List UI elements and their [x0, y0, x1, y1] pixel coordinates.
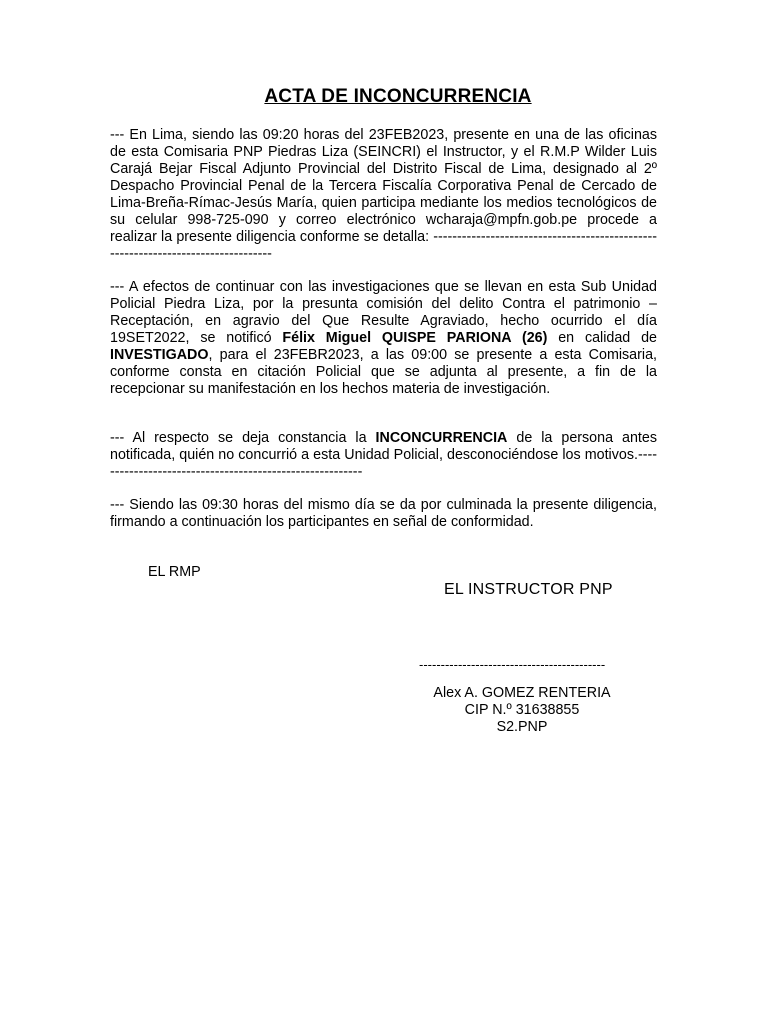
- paragraph-closing: [110, 497, 657, 531]
- paragraph-opening-text: --- En Lima, siendo las 09:20 horas del 23FEB2023, presente en una de las oficinas de esta Comisaria PNP Piedras Liza (SEINCRI) el Instructor, y el R.M.P Wilder Luis Carajá Bejar Fiscal Adjunto Provincial del Distrito Fiscal de Lima, designado al 2º Despacho Provincial Penal de la Tercera Fiscalía Corporativa Penal de Cercado de Lima-Breña-Rímac-Jesús María, quien participa mediante los medios tecnológicos de su celular 998-725-090 y correo electrónico wcharaja@mpfn.gob.pe procede a realizar la presente diligencia conforme se detalla: ---------------------------------------------------------------------------------: [110, 127, 657, 262]
- paragraph-background-text-c: en calidad de: [547, 330, 657, 346]
- investigated-person-name: Félix Miguel QUISPE PARIONA (26): [282, 330, 548, 346]
- signature-rmp-label: EL RMP: [148, 564, 201, 580]
- signature-line: -------------------------------------------: [419, 657, 606, 672]
- paragraph-background-text-a: --- A efectos de continuar con las investigaciones que se llevan en esta Sub Unidad Policial Piedra Liza, por la presunta comisión del delito Contra el patrimonio – Receptación, en agravio del Que Resulte Agraviado, hecho ocurrido el día 19SET2022, se notificó: [110, 279, 657, 346]
- paragraph-nonappearance: [110, 430, 657, 481]
- investigated-status: INVESTIGADO: [110, 347, 209, 363]
- signatory-rank: S2.PNP: [496, 719, 548, 735]
- document-title: ACTA DE INCONCURRENCIA: [264, 86, 532, 107]
- paragraph-background: [110, 279, 657, 398]
- paragraph-opening: [110, 127, 657, 263]
- signatory-name: Alex A. GOMEZ RENTERIA: [433, 685, 611, 701]
- paragraph-nonappearance-text-a: --- Al respecto se deja constancia la: [110, 430, 376, 446]
- paragraph-closing-text: --- Siendo las 09:30 horas del mismo día se da por culminada la presente diligencia, firmando a continuación los participantes en señal de conformidad.: [110, 497, 657, 530]
- paragraph-background-text-e: , para el 23FEBR2023, a las 09:00 se presente a esta Comisaria, conforme consta en citación Policial que se adjunta al presente, a fin de la recepcionar su manifestación en los hechos materia de investigación.: [110, 347, 657, 397]
- nonappearance-keyword: INCONCURRENCIA: [375, 430, 508, 446]
- signature-instructor-label: EL INSTRUCTOR PNP: [444, 581, 613, 598]
- paragraph-nonappearance-text-c: de la persona antes notificada, quién no concurrió a esta Unidad Policial, desconociéndose los motivos.---------------------------------------------------------: [110, 430, 657, 480]
- signatory-cip: CIP N.º 31638855: [464, 702, 580, 718]
- signature-block: [410, 685, 634, 736]
